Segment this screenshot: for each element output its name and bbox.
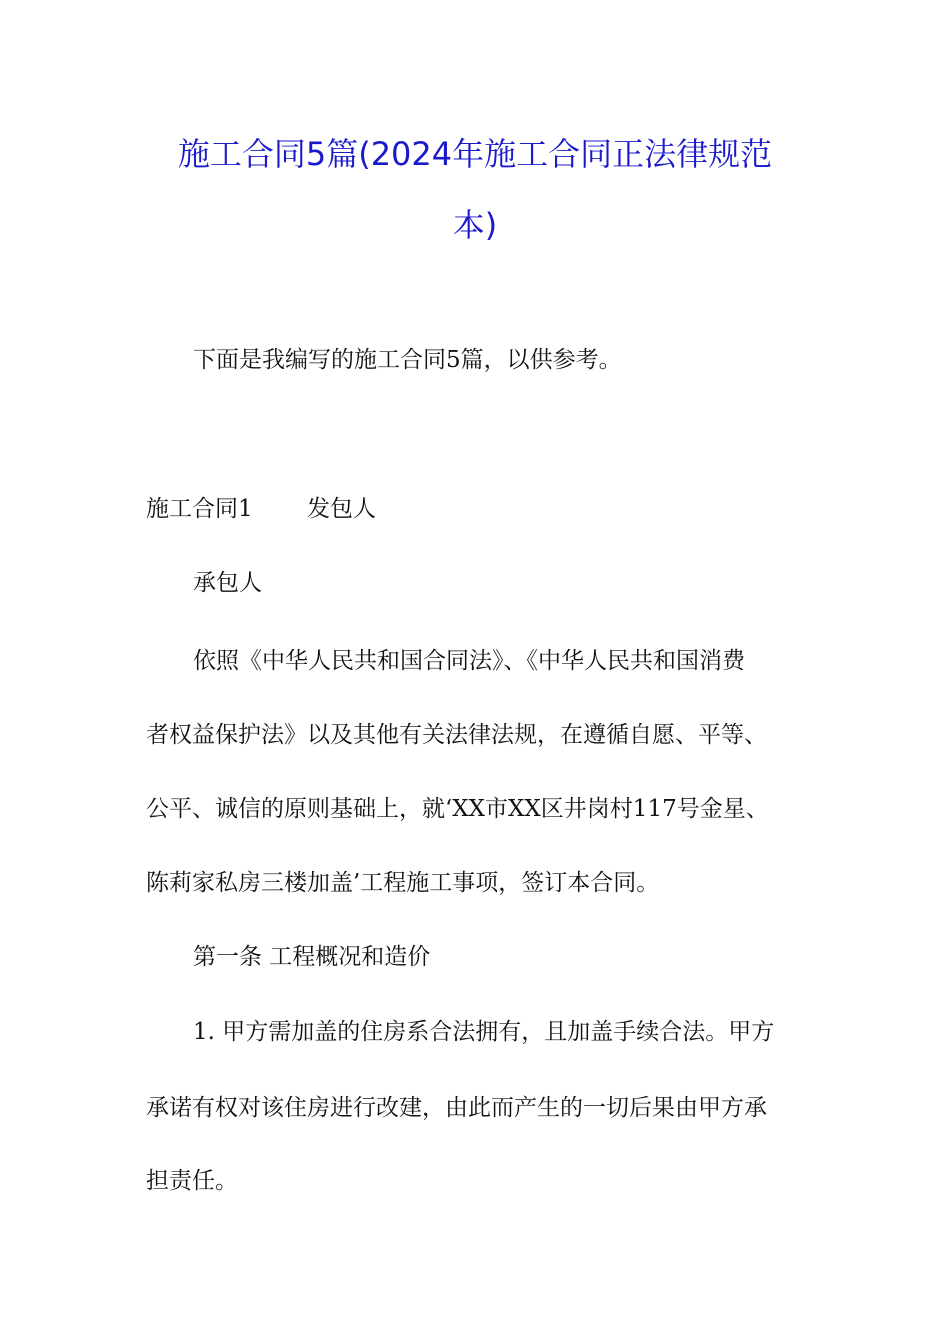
- paragraph-line: 1. 甲方需加盖的住房系合法拥有，且加盖手续合法。甲方: [193, 1019, 775, 1045]
- paragraph-line: 担责任。: [146, 1168, 238, 1194]
- document-title-line-2: 本): [452, 206, 498, 244]
- paragraph-line: 公平、诚信的原则基础上，就‘XX市XX区井岗村117号金星、: [146, 796, 769, 822]
- paragraph-line: 陈莉家私房三楼加盖’工程施工事项，签订本合同。: [146, 870, 660, 896]
- document-title-line-1: 施工合同5篇(2024年施工合同正法律规范: [177, 135, 773, 173]
- paragraph-line: 依照《中华人民共和国合同法》、《中华人民共和国消费: [193, 648, 745, 674]
- intro-text: 下面是我编写的施工合同5篇，以供参考。: [193, 347, 622, 373]
- party-b-label: 承包人: [193, 570, 262, 596]
- section-heading: 施工合同1: [146, 496, 253, 522]
- paragraph-line: 承诺有权对该住房进行改建，由此而产生的一切后果由甲方承: [146, 1095, 767, 1121]
- party-a-label: 发包人: [307, 496, 376, 522]
- paragraph-line: 者权益保护法》以及其他有关法律法规，在遵循自愿、平等、: [146, 722, 767, 748]
- article-title: 第一条 工程概况和造价: [193, 944, 431, 970]
